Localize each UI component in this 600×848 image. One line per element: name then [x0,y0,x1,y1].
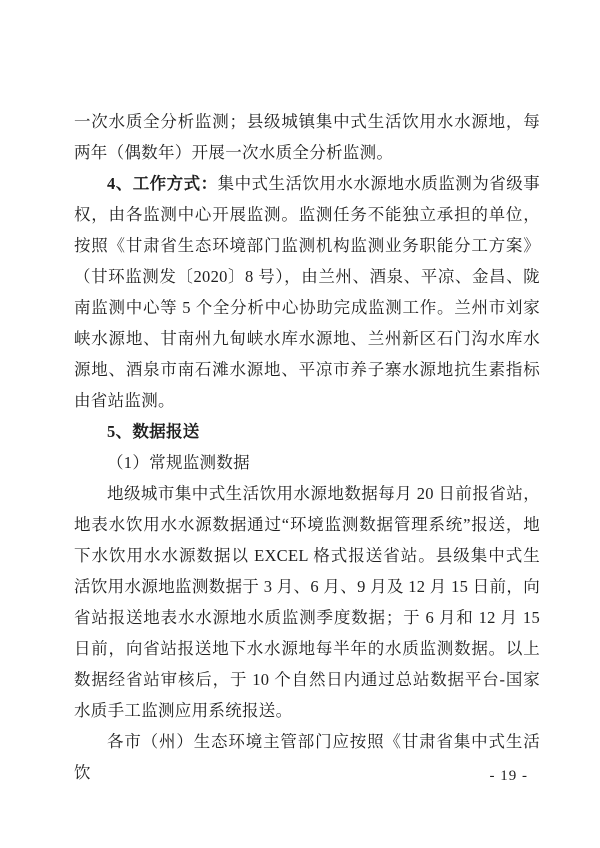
paragraph-data-submission: 地级城市集中式生活饮用水源地数据每月 20 日前报省站，地表水饮用水水源数据通过“环境监测数据管理系统”报送，地下水饮用水水源数据以 EXCEL 格式报送省站。县级集中式生活饮用水源地监测数据于 3 月、6 月、9 月及 12 月 15 日前，向省站报送地表水水源地水质监测季度数据；于 6 月和 12 月 15 日前，向省站报送地下水水源地每半年的水质监测数据。以上数据经省站审核后，于 10 个自然日内通过总站数据平台-国家水质手工监测应用系统报送。 [74,484,540,720]
page-number: - 19 - [489,768,528,784]
work-method-label: 4、工作方式： [107,174,218,193]
paragraph-next-start: 各市（州）生态环境主管部门应按照《甘肃省集中式生活饮 [74,732,540,782]
paragraph-continuation [74,106,540,168]
subheading-regular-data: （1）常规监测数据 [107,453,250,472]
paragraph-work-method [74,168,540,416]
heading-data-reporting: 5、数据报送 [107,422,200,441]
document-body [74,106,540,788]
paragraph-continuation-text: 一次水质全分析监测；县级城镇集中式生活饮用水水源地，每两年（偶数年）开展一次水质全分析监测。 [74,112,540,162]
work-method-text: 集中式生活饮用水水源地水质监测为省级事权，由各监测中心开展监测。监测任务不能独立承担的单位，按照《甘肃省生态环境部门监测机构监测业务职能分工方案》（甘环监测发〔2020〕8 号），由兰州、酒泉、平凉、金昌、陇南监测中心等 5 个全分析中心协助完成监测工作。兰州市刘家峡水源地、甘南州九甸峡水库水源地、兰州新区石门沟水库水源地、酒泉市南石滩水源地、平凉市养子寨水源地抗生素指标由省站监测。 [74,174,540,410]
